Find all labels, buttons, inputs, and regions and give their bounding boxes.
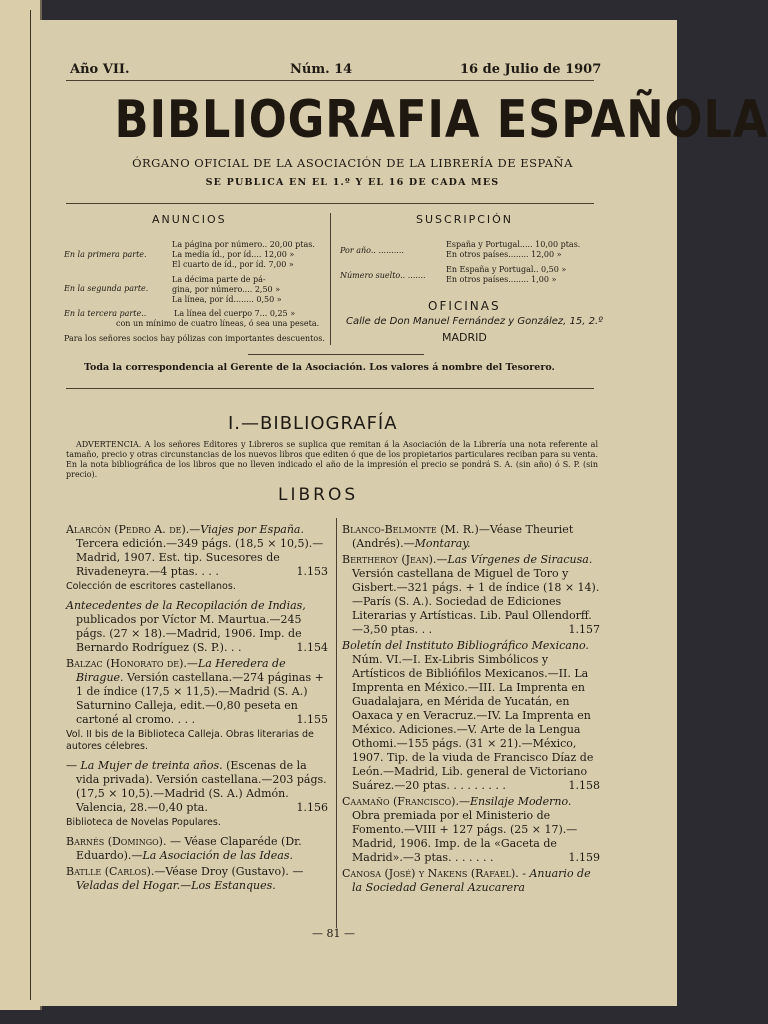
entry-author: Bertheroy (Jean).— <box>342 553 448 566</box>
entry-title: La Heredera de Birague. <box>76 657 286 684</box>
rate-line: La media íd., por íd.... 12,00 » <box>172 250 295 259</box>
entry-title: Ensilaje Moderno. <box>469 795 572 808</box>
rate-line: En otros países........ 1,00 » <box>446 275 557 284</box>
entry-text: —Véase Droy (Gustavo). <box>154 865 289 878</box>
suscripcion-rates <box>446 240 580 260</box>
suscripcion-heading: SUSCRIPCIÓN <box>416 213 514 226</box>
entry-title: Antecedentes de la Recopilación de Indias, <box>66 599 306 612</box>
divider <box>66 80 594 81</box>
rate-line: La décima parte de pá- <box>172 275 266 284</box>
entry-note: Colección de escritores castellanos. <box>66 581 236 592</box>
entry-title: - Anuario de la Sociedad General Azucarera <box>352 867 591 894</box>
page-number: — 81 — <box>312 927 355 940</box>
anuncios-heading: ANUNCIOS <box>152 213 227 226</box>
divider <box>66 203 594 204</box>
list-item <box>342 795 600 865</box>
entry-author: Barnés (Domingo). <box>66 835 167 848</box>
rate-line: En otros países........ 12,00 » <box>446 250 562 259</box>
divider <box>248 354 424 355</box>
entry-number: 1.157 <box>568 623 600 636</box>
anuncios-label: En la segunda parte. <box>64 284 149 293</box>
entry-title: Viajes por España. <box>200 523 304 536</box>
publication-schedule: SE PUBLICA EN EL 1.º Y EL 16 DE CADA MES <box>205 177 500 188</box>
issue-year: Año VII. <box>70 62 130 77</box>
anuncios-note: Para los señores socios hay pólizas con importantes descuentos. <box>64 334 325 343</box>
libros-heading: LIBROS <box>278 485 359 505</box>
entry-author: Batlle (Carlos). <box>66 865 155 878</box>
suscripcion-rates <box>446 265 566 285</box>
entry-note: Biblioteca de Novelas Populares. <box>66 817 221 828</box>
suscripcion-label: Por año.. .......... <box>340 246 404 255</box>
entry-text: (Escenas de la vida privada). Versión castellana.—203 págs. (17,5 × 10,5).—Madrid (S. A.) Admón. Valencia, 28.—0,40 pta. <box>76 759 327 814</box>
list-item <box>66 523 328 579</box>
journal-page <box>40 20 768 1006</box>
entry-author: Canosa (José) y Nakens (Rafael). <box>342 867 519 880</box>
list-item <box>342 523 600 551</box>
entry-number: 1.153 <box>296 565 328 578</box>
left-column <box>66 523 328 895</box>
entry-text: Obra premiada por el Ministerio de Fomento.—VIII + 127 págs. (25 × 17).—Madrid, 1906. Imp. de la «Gaceta de Madrid».—3 ptas. . . . . . . <box>352 809 578 864</box>
anuncios-rates <box>172 240 315 270</box>
anuncios-rates <box>172 275 282 305</box>
previous-page-edge <box>0 0 42 1010</box>
entry-author: Blanco-Belmonte (M. R.) <box>342 523 479 536</box>
entry-title: Montaray. <box>414 537 471 550</box>
masthead-title: BIBLIOGRAFIA ESPAÑOLA <box>114 90 768 150</box>
entry-author: Balzac (Honorato de).— <box>66 657 198 670</box>
entry-title: — La Mujer de treinta años. <box>66 759 223 772</box>
entry-number: 1.154 <box>296 641 328 654</box>
rate-line: La página por número.. 20,00 ptas. <box>172 240 315 249</box>
issue-date: 16 de Julio de 1907 <box>460 62 602 77</box>
entry-text: Núm. VI.—I. Ex-Libris Simbólicos y Artísticos de Bibliófilos Mexicanos.—II. La Imprenta en México.—III. La Imprenta en Guadalajara, en Mérida de Yucatán, en Oaxaca y en Veracruz.—IV. La Imprenta en México. Adiciones.—V. Arte de la Lengua Othomi.—155 págs. (31 × 21).—México, 1907. Tip. de la viuda de Francisco Díaz de León.—Madrid, Lib. general de Victoriano Suárez.—20 ptas. . . . . . . . . <box>352 653 594 792</box>
entry-author: Caamaño (Francisco).— <box>342 795 470 808</box>
rate-line: La línea del cuerpo 7... 0,25 » <box>174 309 296 318</box>
rate-line: con un mínimo de cuatro líneas, ó sea una peseta. <box>116 319 320 328</box>
divider <box>66 388 594 389</box>
rate-line: En España y Portugal.. 0,50 » <box>446 265 567 274</box>
column-divider <box>330 213 331 345</box>
entry-title: Las Vírgenes de Siracusa. <box>447 553 593 566</box>
entry-number: 1.156 <box>296 801 328 814</box>
rate-line: El cuarto de íd., por íd. 7,00 » <box>172 260 294 269</box>
masthead-subtitle: ÓRGANO OFICIAL DE LA ASOCIACIÓN DE LA LIBRERÍA DE ESPAÑA <box>132 156 573 170</box>
list-item <box>342 639 600 793</box>
rate-line: España y Portugal..... 10,00 ptas. <box>446 240 581 249</box>
column-divider <box>336 518 337 928</box>
entry-number: 1.155 <box>296 713 328 726</box>
entry-text: —Véase Theuriet (Andrés).— <box>352 523 574 550</box>
entry-number: 1.159 <box>568 851 600 864</box>
right-column <box>342 523 600 897</box>
entry-author: Alarcón (Pedro A. de).— <box>66 523 201 536</box>
correspondence-note: Toda la correspondencia al Gerente de la Asociación. Los valores á nombre del Tesorero. <box>84 362 555 373</box>
anuncios-label: En la primera parte. <box>64 250 147 259</box>
entry-text: Tercera edición.—349 págs. (18,5 × 10,5).—Madrid, 1907. Est. tip. Sucesores de Rivadeneyra.—4 ptas. . . . <box>76 537 324 578</box>
rate-line: La línea, por íd........ 0,50 » <box>172 295 282 304</box>
office-city: MADRID <box>442 331 487 344</box>
advertencia-note: ADVERTENCIA. A los señores Editores y Libreros se suplica que remitan á la Asociación de la Librería una nota referente al tamaño, precio y otras circunstancias de los nuevos libros que editen ó que de los propietarios particulares reciban para su venta. En la nota bibliográfica de los libros que no lleven indicado el año de la impresión el precio se pondrá S. A. (sin año) ó S. P. (sin precio). <box>66 440 598 479</box>
list-item <box>66 599 328 655</box>
entry-title: Boletín del Instituto Bibliográfico Mexicano. <box>342 639 589 652</box>
list-item <box>342 553 600 637</box>
anuncios-label: En la tercera parte.. <box>64 309 147 318</box>
entry-text: Versión castellana de Miguel de Toro y Gisbert.—321 págs. + 1 de índice (18 × 14).—París (S. A.). Sociedad de Ediciones Literarias y Artísticas. Lib. Paul Ollendorff.—3,50 ptas. . . <box>352 567 600 636</box>
list-item <box>66 759 328 815</box>
entry-note: Vol. II bis de la Biblioteca Calleja. Obras literarias de autores célebres. <box>66 729 314 752</box>
rate-line: gina, por número.... 2,50 » <box>172 285 281 294</box>
offices-heading: OFICINAS <box>428 299 501 313</box>
entry-text: Versión castellana.—274 páginas + 1 de índice (17,5 × 11,5).—Madrid (S. A.) Saturnino Calleja, edit.—0,80 peseta en cartoné al cromo. . . . <box>76 671 324 726</box>
entry-text: — Véase Claparéde (Dr. Eduardo).— <box>76 835 302 862</box>
entry-title: —Veladas del Hogar.—Los Estanques. <box>76 865 304 892</box>
list-item <box>66 865 328 893</box>
list-item <box>342 867 600 895</box>
page-fold <box>30 10 31 1000</box>
entry-title: La Asociación de las Ideas. <box>142 849 293 862</box>
office-address: Calle de Don Manuel Fernández y González, 15, 2.º <box>346 316 603 327</box>
issue-number: Núm. 14 <box>290 62 353 77</box>
entry-number: 1.158 <box>568 779 600 792</box>
list-item <box>66 657 328 727</box>
section-heading: I.—BIBLIOGRAFÍA <box>228 413 398 434</box>
list-item <box>66 835 328 863</box>
suscripcion-label: Número suelto.. ....... <box>340 271 426 280</box>
entry-text: publicados por Víctor M. Maurtua.—245 págs. (27 × 18).—Madrid, 1906. Imp. de Bernardo Rodríguez (S. P.). . . <box>76 613 302 654</box>
